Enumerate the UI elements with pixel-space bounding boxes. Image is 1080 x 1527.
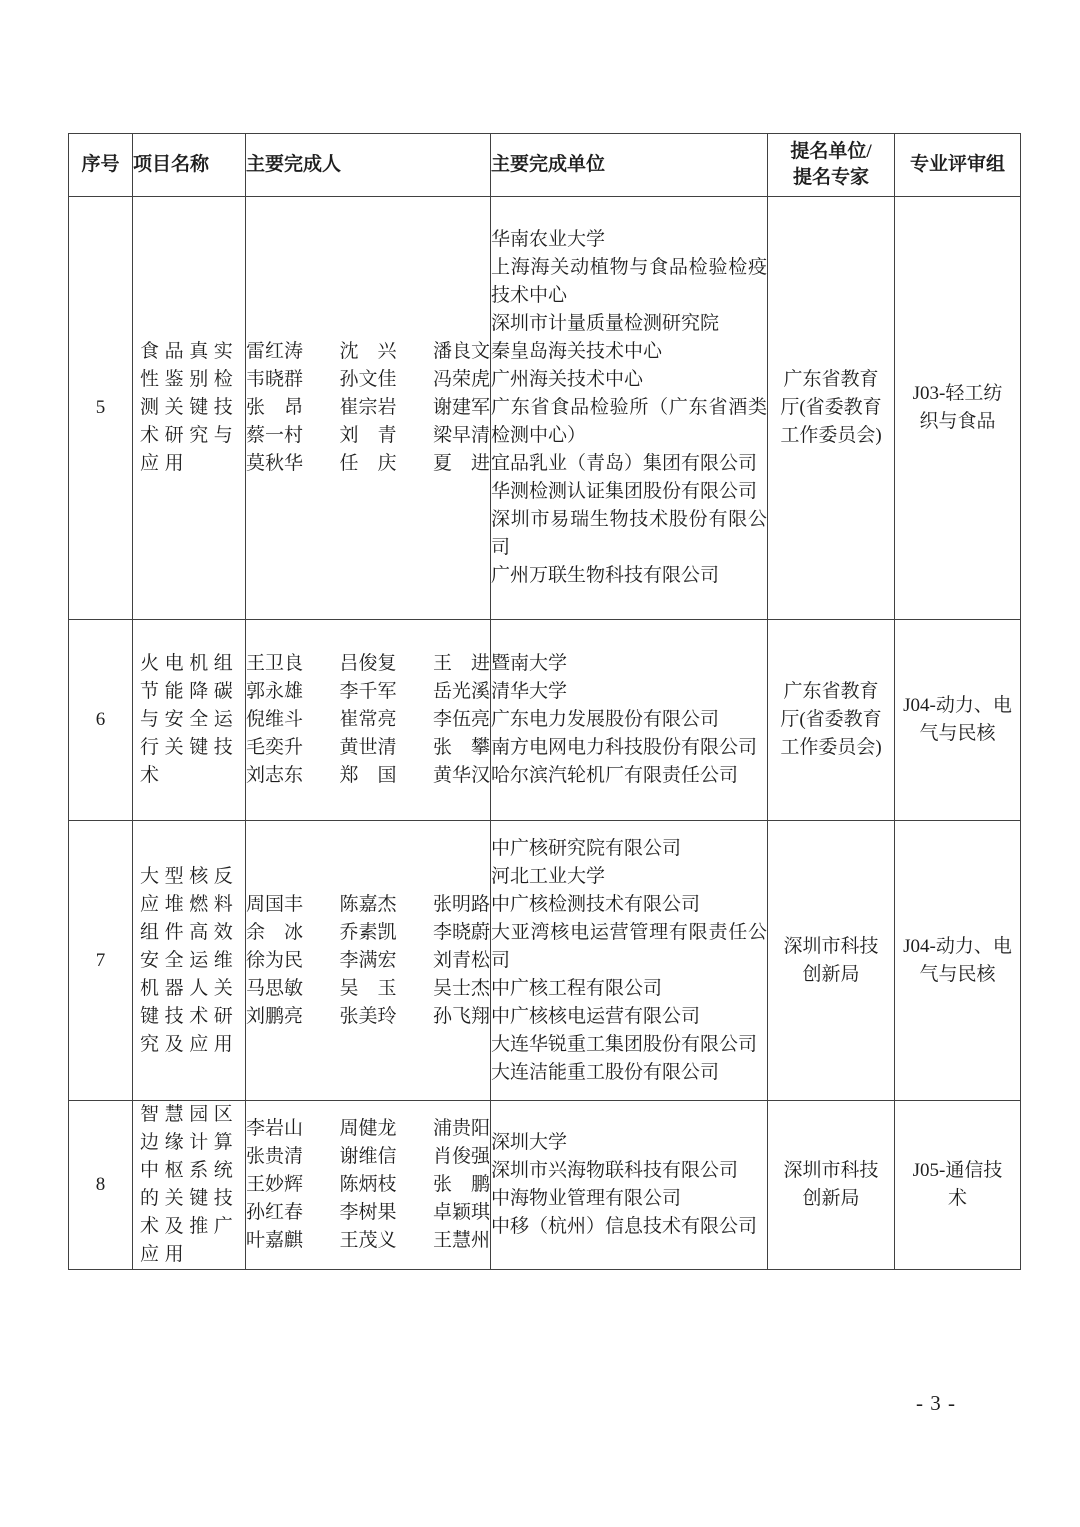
person-name: 李树果 (339, 1202, 397, 1223)
person-name: 谢维信 (339, 1146, 397, 1167)
nominator-line: 创新局 (802, 1188, 860, 1209)
people-line (246, 422, 490, 450)
unit-name: 大亚湾核电运营管理有限责任公司 (491, 921, 767, 971)
person-name: 张明路 (432, 893, 490, 915)
review-group-cell (895, 197, 1021, 620)
review-group-line: J04-动力、电 (903, 695, 1012, 716)
header-nominator-line1: 提名单位/ (790, 141, 872, 162)
unit-name: 中海物业管理有限公司 (491, 1188, 682, 1209)
person-name: 王卫良 (246, 653, 304, 674)
person-name: 马思敏 (246, 977, 304, 999)
nominator-line: 厅(省委教育 (780, 397, 882, 418)
units-cell (491, 197, 768, 620)
unit-name: 宜品乳业（青岛）集团有限公司 (491, 453, 758, 474)
row-index: 7 (69, 821, 133, 1101)
person-name: 郭永雄 (246, 681, 304, 702)
unit-name: 中广核工程有限公司 (491, 977, 663, 999)
people-cell (246, 1101, 491, 1270)
person-name: 黄华汉 (432, 765, 490, 786)
person-name: 孙红春 (246, 1202, 304, 1223)
header-row (69, 134, 1021, 197)
people-line (246, 1171, 490, 1199)
people-line (246, 975, 490, 1003)
review-group-line: J04-动力、电 (903, 935, 1012, 957)
review-group-cell (895, 821, 1021, 1101)
unit-name: 深圳市计量质量检测研究院 (491, 313, 720, 334)
unit-name: 河北工业大学 (491, 865, 606, 887)
person-name: 李满宏 (339, 949, 397, 971)
person-name: 肖俊强 (432, 1146, 490, 1167)
nominator-cell (768, 821, 895, 1101)
unit-name: 秦皇岛海关技术中心 (491, 341, 663, 362)
project-name-cell (133, 620, 246, 821)
people-line (246, 678, 490, 706)
units-cell (491, 620, 768, 821)
header-col-nominator (768, 134, 895, 197)
person-name: 李晓蔚 (432, 921, 490, 943)
nominator-line: 厅(省委教育 (780, 709, 882, 730)
person-name: 潘良文 (432, 341, 490, 362)
person-name: 崔常亮 (339, 709, 397, 730)
project-name-cell (133, 821, 246, 1101)
people-cell (246, 197, 491, 620)
project-name: 火电机组节能降碳与安全运行关键技术 (140, 653, 239, 786)
unit-name: 中广核检测技术有限公司 (491, 893, 701, 915)
person-name: 崔宗岩 (339, 397, 397, 418)
people-line (246, 1199, 490, 1227)
unit-name: 南方电网电力科技股份有限公司 (491, 737, 758, 758)
people-line (246, 450, 490, 478)
people-line (246, 1143, 490, 1171)
person-name: 谢建军 (432, 397, 490, 418)
nominator-line: 工作委员会) (780, 425, 882, 446)
award-table (68, 133, 1021, 1270)
project-name-cell (133, 1101, 246, 1270)
people-line (246, 762, 490, 790)
person-name: 夏 进 (432, 453, 490, 474)
person-name: 雷红涛 (246, 341, 304, 362)
people-line (246, 947, 490, 975)
people-cell (246, 821, 491, 1101)
unit-name: 深圳市兴海物联科技有限公司 (491, 1160, 739, 1181)
person-name: 岳光溪 (432, 681, 490, 702)
person-name: 沈 兴 (339, 341, 397, 362)
unit-name: 深圳市易瑞生物技术股份有限公司 (491, 509, 767, 558)
person-name: 吕俊复 (339, 653, 397, 674)
unit-name: 广东电力发展股份有限公司 (491, 709, 720, 730)
person-name: 陈炳枝 (339, 1174, 397, 1195)
unit-name: 广州海关技术中心 (491, 369, 644, 390)
unit-name: 广州万联生物科技有限公司 (491, 565, 720, 586)
person-name: 周健龙 (339, 1118, 397, 1139)
review-group-line: 织与食品 (919, 411, 996, 432)
person-name: 刘 青 (339, 425, 397, 446)
person-name: 吴 玉 (339, 977, 397, 999)
unit-name: 华南农业大学 (491, 229, 606, 250)
person-name: 吴士杰 (432, 977, 490, 999)
review-group-line: J03-轻工纺 (912, 383, 1003, 404)
person-name: 乔素凯 (339, 921, 397, 943)
unit-name: 上海海关动植物与食品检验检疫技术中心 (491, 257, 767, 306)
person-name: 张 鹏 (432, 1174, 490, 1195)
person-name: 李伍亮 (432, 709, 490, 730)
people-line (246, 366, 490, 394)
project-name: 智慧园区边缘计算中枢系统的关键技术及推广应用 (140, 1104, 239, 1265)
header-col-people: 主要完成人 (246, 134, 491, 197)
people-cell (246, 620, 491, 821)
unit-name: 大连华锐重工集团股份有限公司 (491, 1033, 758, 1055)
nominator-cell (768, 1101, 895, 1270)
person-name: 孙文佳 (339, 369, 397, 390)
person-name: 张 昂 (246, 397, 304, 418)
nominator-line: 深圳市科技 (783, 1160, 879, 1181)
person-name: 余 冰 (246, 921, 304, 943)
project-name-cell (133, 197, 246, 620)
header-col-project: 项目名称 (133, 134, 246, 197)
person-name: 周国丰 (246, 893, 304, 915)
person-name: 韦晓群 (246, 369, 304, 390)
project-name: 大型核反应堆燃料组件高效安全运维机器人关键技术研究及应用 (140, 865, 239, 1055)
review-group-line: 气与民核 (919, 723, 996, 744)
project-name: 食品真实性鉴别检测关键技术研究与应用 (140, 341, 239, 474)
person-name: 冯荣虎 (432, 369, 490, 390)
table-row (69, 821, 1021, 1101)
person-name: 张 攀 (432, 737, 490, 758)
unit-name: 华测检测认证集团股份有限公司 (491, 481, 758, 502)
table-row (69, 197, 1021, 620)
person-name: 毛奕升 (246, 737, 304, 758)
row-index: 6 (69, 620, 133, 821)
unit-name: 大连洁能重工股份有限公司 (491, 1061, 720, 1083)
units-cell (491, 1101, 768, 1270)
person-name: 叶嘉麒 (246, 1230, 304, 1251)
page-number: - 3 - (916, 1391, 956, 1415)
header-col-units: 主要完成单位 (491, 134, 768, 197)
person-name: 王茂义 (339, 1230, 397, 1251)
review-group-cell (895, 1101, 1021, 1270)
review-group-cell (895, 620, 1021, 821)
people-line (246, 1115, 490, 1143)
person-name: 刘鹏亮 (246, 1005, 304, 1027)
units-cell (491, 821, 768, 1101)
person-name: 倪维斗 (246, 709, 304, 730)
person-name: 李岩山 (246, 1118, 304, 1139)
review-group-line: 术 (947, 1188, 967, 1209)
person-name: 陈嘉杰 (339, 893, 397, 915)
nominator-cell (768, 620, 895, 821)
person-name: 卓颖琪 (432, 1202, 490, 1223)
review-group-line: J05-通信技 (912, 1160, 1003, 1181)
person-name: 郑 国 (339, 765, 397, 786)
row-index: 8 (69, 1101, 133, 1270)
person-name: 王妙辉 (246, 1174, 304, 1195)
nominator-line: 创新局 (802, 963, 860, 985)
person-name: 孙飞翔 (432, 1005, 490, 1027)
people-line (246, 706, 490, 734)
person-name: 王慧州 (432, 1230, 490, 1251)
unit-name: 中广核核电运营有限公司 (491, 1005, 701, 1027)
people-line (246, 650, 490, 678)
table-row (69, 1101, 1021, 1270)
review-group-line: 气与民核 (919, 963, 996, 985)
nominator-line: 广东省教育 (783, 369, 879, 390)
person-name: 刘志东 (246, 765, 304, 786)
unit-name: 清华大学 (491, 681, 568, 702)
person-name: 蔡一村 (246, 425, 304, 446)
unit-name: 暨南大学 (491, 653, 568, 674)
person-name: 张贵清 (246, 1146, 304, 1167)
nominator-line: 广东省教育 (783, 681, 879, 702)
person-name: 浦贵阳 (432, 1118, 490, 1139)
people-line (246, 734, 490, 762)
header-col-index: 序号 (69, 134, 133, 197)
person-name: 徐为民 (246, 949, 304, 971)
unit-name: 中移（杭州）信息技术有限公司 (491, 1216, 758, 1237)
table-row (69, 620, 1021, 821)
people-line (246, 394, 490, 422)
nominator-line: 深圳市科技 (783, 935, 879, 957)
header-col-review: 专业评审组 (895, 134, 1021, 197)
unit-name: 中广核研究院有限公司 (491, 837, 682, 859)
person-name: 张美玲 (339, 1005, 397, 1027)
person-name: 莫秋华 (246, 453, 304, 474)
people-line (246, 1227, 490, 1255)
people-line (246, 338, 490, 366)
unit-name: 深圳大学 (491, 1132, 568, 1153)
nominator-line: 工作委员会) (780, 737, 882, 758)
person-name: 刘青松 (432, 949, 490, 971)
person-name: 李千军 (339, 681, 397, 702)
person-name: 任 庆 (339, 453, 397, 474)
person-name: 黄世清 (339, 737, 397, 758)
person-name: 梁早清 (432, 425, 490, 446)
person-name: 王 进 (432, 653, 490, 674)
people-line (246, 1003, 490, 1031)
unit-name: 广东省食品检验所（广东省酒类检测中心） (491, 397, 767, 446)
header-nominator-line2: 提名专家 (792, 167, 869, 188)
row-index: 5 (69, 197, 133, 620)
nominator-cell (768, 197, 895, 620)
people-line (246, 891, 490, 919)
people-line (246, 919, 490, 947)
unit-name: 哈尔滨汽轮机厂有限责任公司 (491, 765, 739, 786)
